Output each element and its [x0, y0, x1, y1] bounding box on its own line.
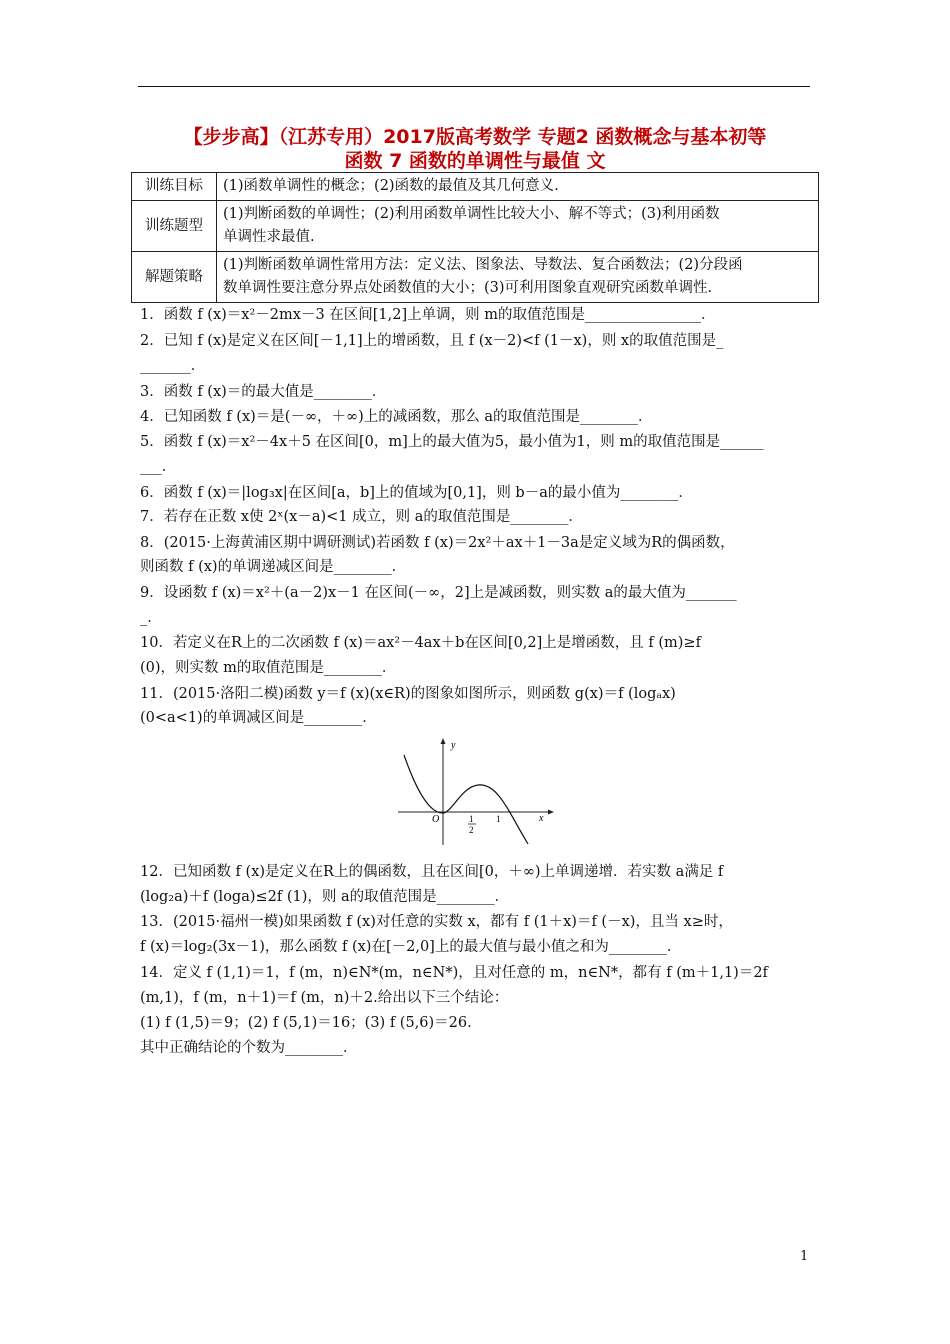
row-content: (1)判断函数的单调性；(2)利用函数单调性比较大小、解不等式；(3)利用函数 单调性求最值.	[217, 201, 819, 252]
question-line: 4．已知函数 f (x)＝是(－∞，＋∞)上的减函数，那么 a的取值范围是________．	[140, 409, 653, 425]
table-row	[132, 173, 819, 201]
question-line: _______．	[140, 358, 206, 374]
tick-half-denominator: 2	[469, 825, 474, 835]
y-axis-label: y	[451, 740, 456, 751]
question-line: 6．函数 f (x)＝|log₃x|在区间[a，b]上的值域为[0,1]，则 b－a的最小值为________．	[140, 485, 693, 501]
row-content: (1)函数单调性的概念；(2)函数的最值及其几何意义.	[217, 173, 819, 201]
table-row	[132, 252, 819, 303]
doc-title-line-2: 函数 7 函数的单调性与最值 文	[344, 150, 606, 172]
question-line: 5．函数 f (x)＝x²－4x＋5 在区间[0，m]上的最大值为5，最小值为1，则 m的取值范围是______	[140, 434, 764, 450]
question-line: 12．已知函数 f (x)是定义在R上的偶函数，且在区间[0，＋∞)上单调递增．若实数 a满足 f	[140, 864, 724, 880]
question-line: f (x)＝log₂(3x－1)，那么函数 f (x)在[－2,0]上的最大值与最小值之和为________．	[140, 939, 682, 955]
question-line: 7．若存在正数 x使 2ˣ(x－a)<1 成立，则 a的取值范围是________．	[140, 509, 583, 525]
question-line: 10．若定义在R上的二次函数 f (x)＝ax²－4ax＋b在区间[0,2]上是增函数，且 f (m)≥f	[140, 635, 701, 651]
row-label: 训练目标	[132, 173, 217, 201]
question-line: 1．函数 f (x)＝x²－2mx－3 在区间[1,2]上单调，则 m的取值范围是________________．	[140, 307, 716, 323]
tick-half-numerator: 1	[469, 814, 474, 824]
header-rule	[138, 86, 810, 87]
question-line: 8．(2015·上海黄浦区期中调研测试)若函数 f (x)＝2x²＋ax＋1－3a是定义域为R的偶函数，	[140, 535, 735, 551]
doc-title-line-1: 【步步高】（江苏专用）2017版高考数学 专题2 函数概念与基本初等	[183, 126, 767, 148]
table-row	[132, 201, 819, 252]
row-content: (1)判断函数单调性常用方法：定义法、图象法、导数法、复合函数法；(2)分段函 数单调性要注意分界点处函数值的大小；(3)可利用图象直观研究函数单调性.	[217, 252, 819, 303]
question-line: 其中正确结论的个数为________．	[140, 1040, 358, 1056]
row-label: 训练题型	[132, 201, 217, 252]
question-line: 14．定义 f (1,1)＝1，f (m，n)∈N*(m，n∈N*)，且对任意的 m，n∈N*，都有 f (m＋1,1)＝2f	[140, 965, 768, 981]
question-line: 13．(2015·福州一模)如果函数 f (x)对任意的实数 x，都有 f (1＋x)＝f (－x)，且当 x≥时，	[140, 914, 733, 930]
question-line: 11．(2015·洛阳二模)函数 y＝f (x)(x∈R)的图象如图所示，则函数 g(x)＝f (logₐx)	[140, 686, 676, 702]
function-curve	[404, 755, 528, 844]
origin-label: O	[432, 814, 440, 825]
question-line: _．	[140, 610, 162, 626]
page-number: 1	[800, 1249, 809, 1264]
question-line: (0)，则实数 m的取值范围是________．	[140, 660, 397, 676]
question-line: (0<a<1)的单调减区间是________．	[140, 710, 377, 726]
function-graph	[396, 735, 556, 847]
question-line: ___．	[140, 459, 177, 475]
question-line: (m,1)，f (m，n＋1)＝f (m，n)＋2.给出以下三个结论：	[140, 990, 509, 1006]
x-axis-label: x	[539, 813, 544, 824]
y-axis-arrow-icon	[441, 738, 446, 744]
question-line: 2．已知 f (x)是定义在区间[－1,1]上的增函数，且 f (x－2)<f (1－x)，则 x的取值范围是_	[140, 333, 724, 349]
question-line: (1) f (1,5)＝9；(2) f (5,1)＝16；(3) f (5,6)＝26.	[140, 1015, 472, 1031]
tick-one-label: 1	[496, 814, 501, 824]
question-line: 3．函数 f (x)＝的最大值是________．	[140, 384, 387, 400]
question-line: (log₂a)＋f (loga)≤2f (1)，则 a的取值范围是________．	[140, 889, 510, 905]
x-axis-arrow-icon	[548, 810, 554, 815]
question-line: 则函数 f (x)的单调递减区间是________．	[140, 559, 407, 575]
question-line: 9．设函数 f (x)＝x²＋(a－2)x－1 在区间(－∞，2]上是减函数，则实数 a的最大值为_______	[140, 585, 737, 601]
row-label: 解题策略	[132, 252, 217, 303]
training-info-table	[131, 172, 819, 303]
